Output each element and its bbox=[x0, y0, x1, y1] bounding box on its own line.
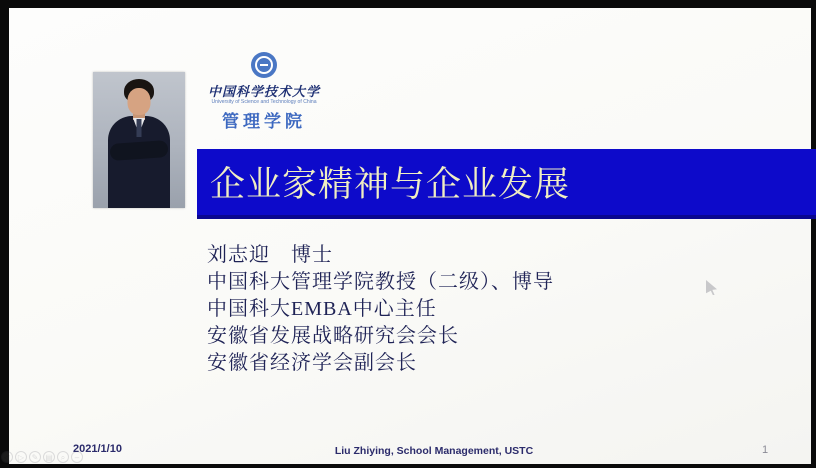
speaker-name-line: 刘志迎 博士 bbox=[207, 244, 333, 266]
pen-icon[interactable]: ✎ bbox=[29, 451, 41, 463]
school-name: 管理学院 bbox=[222, 112, 306, 131]
speaker-info bbox=[207, 242, 554, 377]
slide-title: 企业家精神与企业发展 bbox=[210, 165, 571, 204]
next-icon[interactable]: ▷ bbox=[15, 451, 27, 463]
speaker-assoc-line-2: 安徽省经济学会副会长 bbox=[207, 352, 417, 374]
photo-face bbox=[128, 88, 151, 115]
highlighter-icon[interactable]: ▤ bbox=[43, 451, 55, 463]
zoom-icon[interactable]: ⌕ bbox=[57, 451, 69, 463]
speaker-photo bbox=[93, 72, 185, 208]
title-bar bbox=[197, 149, 816, 219]
university-name-en: University of Science and Technology of China bbox=[211, 99, 317, 105]
speaker-title-line: 中国科大管理学院教授（二级）、博导 bbox=[207, 271, 554, 293]
university-logo bbox=[199, 52, 329, 132]
prev-icon[interactable]: ◁ bbox=[1, 451, 13, 463]
minimize-icon[interactable]: – bbox=[71, 451, 83, 463]
university-name-cn: 中国科学技术大学 bbox=[207, 84, 320, 99]
photo-tie bbox=[137, 119, 142, 137]
footer-credit: Liu Zhiying, School Management, USTC bbox=[334, 445, 534, 457]
faded-annotation-toolbar bbox=[1, 451, 83, 463]
footer-date: 2021/1/10 bbox=[73, 443, 122, 455]
ustc-emblem-icon bbox=[251, 52, 277, 78]
presentation-slide bbox=[9, 8, 811, 464]
page-number: 1 bbox=[761, 444, 769, 456]
speaker-emba-line: 中国科大EMBA中心主任 bbox=[207, 298, 437, 320]
speaker-assoc-line-1: 安徽省发展战略研究会会长 bbox=[207, 325, 459, 347]
